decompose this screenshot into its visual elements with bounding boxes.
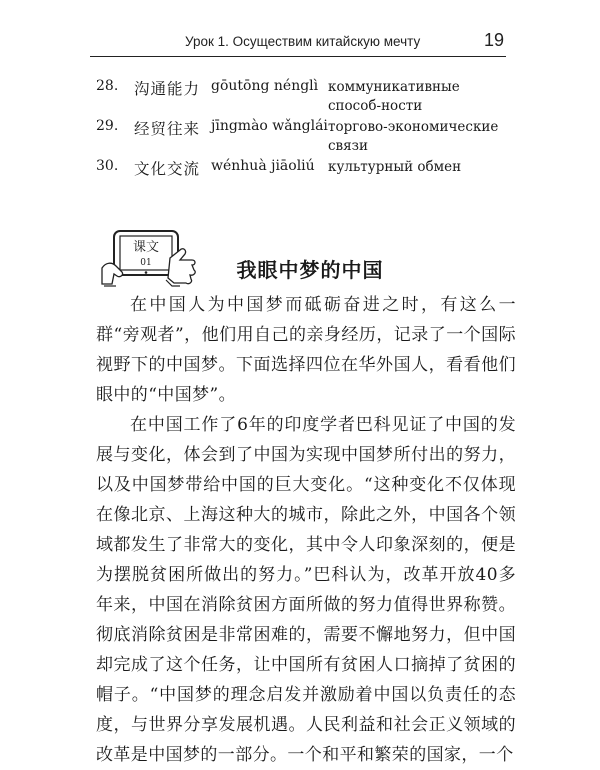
running-header	[90, 28, 506, 57]
chapter-title: Урок 1. Осуществим китайскую мечту	[185, 34, 421, 49]
vocab-chinese: 沟通能力	[134, 80, 201, 98]
lesson-body	[96, 290, 516, 770]
vocab-item	[96, 118, 516, 158]
vocab-chinese: 文化交流	[134, 160, 201, 178]
vocab-item	[96, 78, 516, 118]
vocab-number: 30.	[96, 158, 119, 174]
vocab-number: 28.	[96, 78, 119, 94]
lesson-title: 我眼中梦的中国	[236, 258, 384, 282]
vocabulary-list	[96, 78, 516, 198]
paragraph: 在中国工作了6年的印度学者巴科见证了中国的发展与变化，体会到了中国为实现中国梦所付出的努力，以及中国梦带给中国的巨大变化。“这种变化不仅体现在像北京、上海这种大的城市，除此之外，中国各个领域都发生了非常大的变化，其中令人印象深刻的，便是为摆脱贫困所做出的努力。”巴科认为，改革开放40多年来，中国在消除贫困方面所做的努力值得世界称赞。彻底消除贫困是非常困难的，需要不懈地努力，但中国却完成了这个任务，让中国所有贫困人口摘掉了贫困的帽子。“中国梦的理念启发并激励着中国以负责任的态度，与世界分享发展机遇。人民利益和社会正义领域的改革是中国梦的一部分。一个和平和繁荣的国家，一个	[96, 415, 516, 765]
lesson-badge-number: 01	[140, 258, 152, 268]
vocab-pinyin: jīngmào wǎnglái	[211, 118, 328, 134]
page-number: 19	[483, 30, 504, 50]
vocab-translation: культурный обмен	[328, 159, 462, 175]
lesson-badge-label: 课文	[132, 240, 160, 255]
vocab-translation: коммуникативные способ-ности	[328, 79, 460, 114]
vocab-item	[96, 158, 516, 198]
vocab-pinyin: gōutōng nénglì	[211, 78, 319, 94]
vocab-pinyin: wénhuà jiāoliú	[211, 158, 315, 174]
vocab-translation: торгово-экономические связи	[328, 119, 499, 154]
vocab-number: 29.	[96, 118, 119, 134]
paragraph: 在中国人为中国梦而砥砺奋进之时，有这么一群“旁观者”，他们用自己的亲身经历，记录了一个国际视野下的中国梦。下面选择四位在华外国人，看看他们眼中的“中国梦”。	[96, 295, 516, 405]
vocab-chinese: 经贸往来	[134, 120, 201, 138]
